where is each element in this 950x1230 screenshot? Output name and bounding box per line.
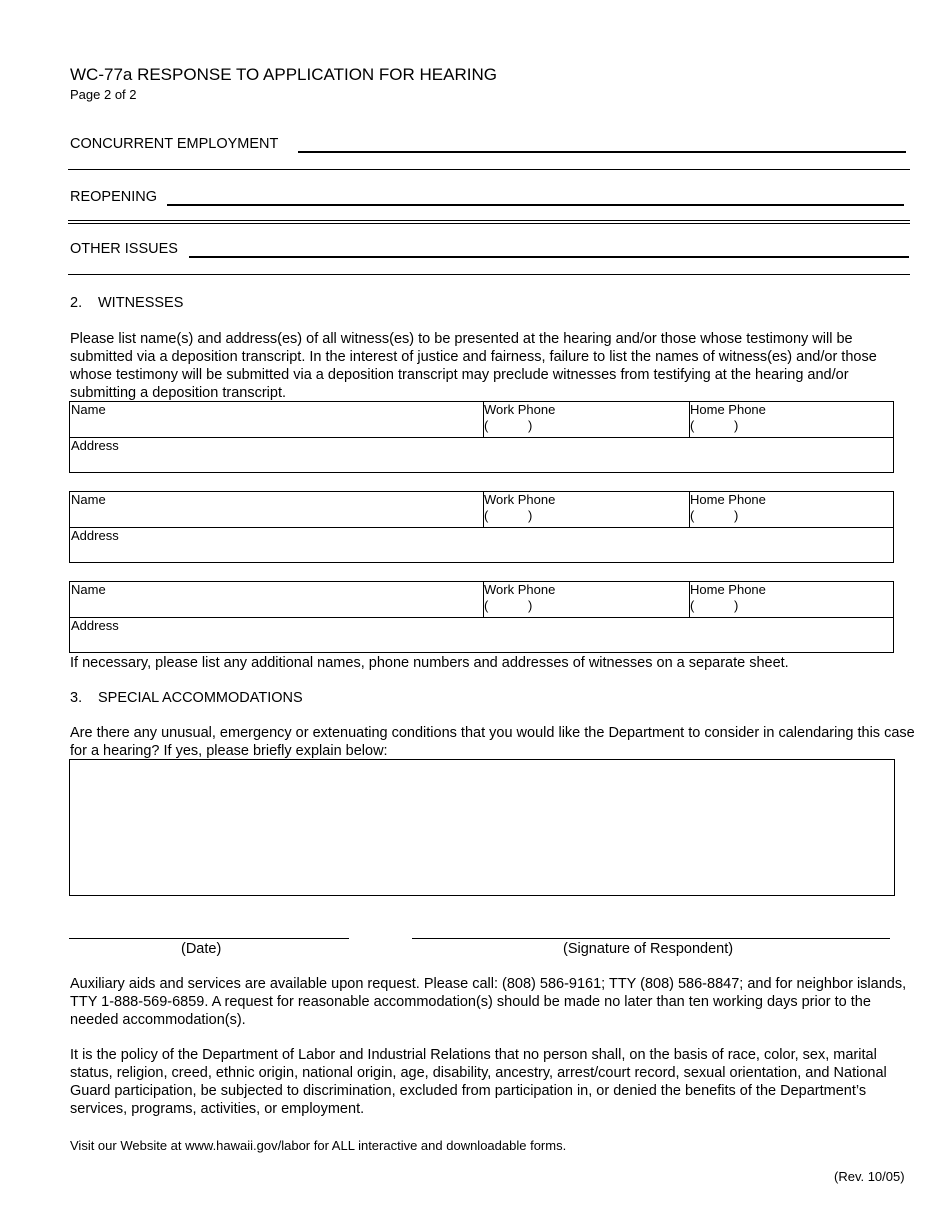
phone-area-code: ( ) xyxy=(484,508,533,523)
work-phone-label: Work Phone xyxy=(484,402,556,417)
witness-entry xyxy=(69,401,894,473)
witness-entry xyxy=(69,491,894,563)
witnesses-heading xyxy=(70,295,183,311)
auxiliary-aids-notice: Auxiliary aids and services are available upon request. Please call: (808) 586-9161; TTY (808) 586-8847; and for neighbor islands, TTY 1-888-569-6859. A request for reasonable accommodation(s) should be made no later than ten working days prior to the needed accommodation(s). xyxy=(70,976,907,1028)
phone-area-code: ( ) xyxy=(690,418,739,433)
work-phone-label: Work Phone xyxy=(484,492,556,507)
other-issues-field[interactable] xyxy=(189,256,909,258)
work-phone-label: Work Phone xyxy=(484,582,556,597)
page-number: Page 2 of 2 xyxy=(70,87,137,102)
concurrent-employment-label: CONCURRENT EMPLOYMENT xyxy=(70,136,279,152)
witnesses-instructions: Please list name(s) and address(es) of all witness(es) to be presented at the hearing and/or those whose testimony will be submitted via a deposition transcript. In the interest of justice and fairness, failure to list the names of witness(es) and/or those whose testimony will be submitted via a deposition transcript may preclude witnesses from testifying at the hearing and/or submitting a deposition transcript. xyxy=(70,331,877,401)
section-title: SPECIAL ACCOMMODATIONS xyxy=(98,690,303,706)
signature-line[interactable] xyxy=(412,938,890,939)
other-issues-label: OTHER ISSUES xyxy=(70,241,178,257)
witness-address-field[interactable] xyxy=(71,528,119,544)
concurrent-employment-field-line2[interactable] xyxy=(68,169,910,170)
other-issues-field-line2[interactable] xyxy=(68,274,910,275)
witness-work-phone-field[interactable] xyxy=(483,582,690,617)
reopening-field[interactable] xyxy=(167,204,904,206)
witness-entry xyxy=(69,581,894,653)
phone-area-code: ( ) xyxy=(690,508,739,523)
signature-label: (Signature of Respondent) xyxy=(563,941,734,957)
address-label: Address xyxy=(71,438,119,453)
phone-area-code: ( ) xyxy=(690,598,739,613)
name-label: Name xyxy=(71,402,106,417)
witness-work-phone-field[interactable] xyxy=(483,492,690,527)
witness-work-phone-field[interactable] xyxy=(483,402,690,437)
witness-name-field[interactable] xyxy=(70,402,484,437)
website-notice: Visit our Website at www.hawaii.gov/labor for ALL interactive and downloadable forms. xyxy=(70,1138,567,1153)
nondiscrimination-policy: It is the policy of the Department of Labor and Industrial Relations that no person shall, on the basis of race, color, sex, marital status, religion, creed, ethnic origin, national origin, age, disability, ancestry, arrest/court record, sexual orientation, and National Guard participation, be subjected to discrimination, excluded from participation in, or denied the benefits of the Department’s services, programs, activities, or employment. xyxy=(70,1047,887,1117)
phone-area-code: ( ) xyxy=(484,598,533,613)
accommodations-question: Are there any unusual, emergency or extenuating conditions that you would like the Department to consider in calendaring this case for a hearing? If yes, please briefly explain below: xyxy=(70,725,915,759)
concurrent-employment-field[interactable] xyxy=(298,151,906,153)
accommodations-heading xyxy=(70,690,303,706)
witness-address-field[interactable] xyxy=(71,618,119,634)
address-label: Address xyxy=(71,618,119,633)
witness-home-phone-field[interactable] xyxy=(689,402,893,437)
phone-area-code: ( ) xyxy=(484,418,533,433)
home-phone-label: Home Phone xyxy=(690,582,766,597)
name-label: Name xyxy=(71,582,106,597)
divider xyxy=(68,223,910,224)
home-phone-label: Home Phone xyxy=(690,492,766,507)
witness-address-field[interactable] xyxy=(71,438,119,454)
revision-date: (Rev. 10/05) xyxy=(834,1169,905,1184)
witness-name-field[interactable] xyxy=(70,582,484,617)
name-label: Name xyxy=(71,492,106,507)
section-number: 2. xyxy=(70,295,83,311)
witness-name-field[interactable] xyxy=(70,492,484,527)
home-phone-label: Home Phone xyxy=(690,402,766,417)
section-title: WITNESSES xyxy=(98,295,184,311)
section-number: 3. xyxy=(70,690,83,706)
reopening-label: REOPENING xyxy=(70,189,158,205)
witness-home-phone-field[interactable] xyxy=(689,582,893,617)
witness-home-phone-field[interactable] xyxy=(689,492,893,527)
date-label: (Date) xyxy=(181,941,222,957)
date-line[interactable] xyxy=(69,938,349,939)
form-title: WC-77a RESPONSE TO APPLICATION FOR HEARING xyxy=(70,65,497,84)
additional-witnesses-note: If necessary, please list any additional names, phone numbers and addresses of witnesses on a separate sheet. xyxy=(70,655,789,671)
address-label: Address xyxy=(71,528,119,543)
accommodations-explanation-box[interactable] xyxy=(69,759,895,896)
reopening-field-line2[interactable] xyxy=(68,220,910,221)
